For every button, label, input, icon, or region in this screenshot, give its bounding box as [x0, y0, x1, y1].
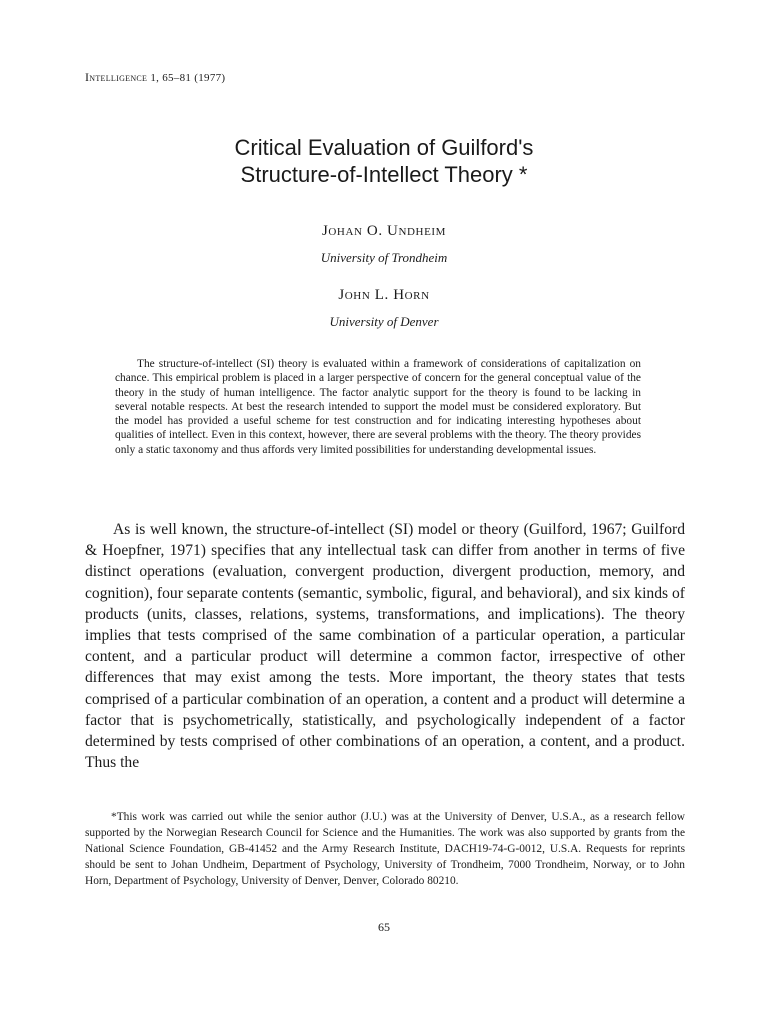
author-1-name: Johan O. Undheim — [321, 223, 447, 239]
running-head — [85, 70, 225, 85]
abstract: The structure-of-intellect (SI) theory is evaluated within a framework of considerations of capitalization on chance. This empirical problem is placed in a larger perspective of concern for the general conceptual value of the theory in the study of human intelligence. The factor analytic support for the theory is found to be lacking in several notable respects. At best the research intended to support the model must be considered exploratory. But the model has provided a useful scheme for test construction and for indicating interesting hypotheses about qualities of intellect. Even in this context, however, there are several problems with the theory. The theory provides only a static taxonomy and thus affords very limited possibilities for understanding developmental issues. — [115, 358, 641, 456]
author-2-name: John L. Horn — [338, 287, 430, 303]
title-line-2: Structure-of-Intellect Theory * — [240, 162, 528, 187]
author-1-affiliation: University of Trondheim — [320, 250, 448, 265]
journal-citation: 1, 65–81 (1977) — [150, 72, 226, 84]
author-2-affiliation: University of Denver — [329, 314, 439, 329]
paper-title — [0, 134, 768, 188]
journal-name: Intelligence — [85, 70, 148, 84]
page-number: 65 — [378, 920, 390, 934]
title-line-1: Critical Evaluation of Guilford's — [234, 135, 534, 160]
footnote: *This work was carried out while the senior author (J.U.) was at the University of Denver, U.S.A., as a research fellow supported by the Norwegian Research Council for Science and the Humanities. The work was also supported by grants from the National Science Foundation, GB-41452 and the Army Research Institute, DACH19-74-G-0012, U.S.A. Requests for reprints should be sent to Johan Undheim, Department of Psychology, University of Trondheim, 7000 Trondheim, Norway, or to John Horn, Department of Psychology, University of Denver, Denver, Colorado 80210. — [85, 811, 685, 887]
body-paragraph: As is well known, the structure-of-intellect (SI) model or theory (Guilford, 1967; Guilford & Hoepfner, 1971) specifies that any intellectual task can differ from another in terms of five distinct operations (evaluation, convergent production, divergent production, memory, and cognition), four separate contents (semantic, symbolic, figural, and behavioral), and six kinds of products (units, classes, relations, systems, transformations, and implications). The theory implies that tests comprised of the same combination of a particular operation, a particular content, and a particular product will determine a common factor, irrespective of other differences that may exist among the tests. More important, the theory states that tests comprised of a particular combination of an operation, a content and a product will determine a factor that is psychometrically, statistically, and psychologically independent of a factor determined by tests comprised of other combinations of an operation, a content, and a product. Thus the — [85, 521, 685, 772]
